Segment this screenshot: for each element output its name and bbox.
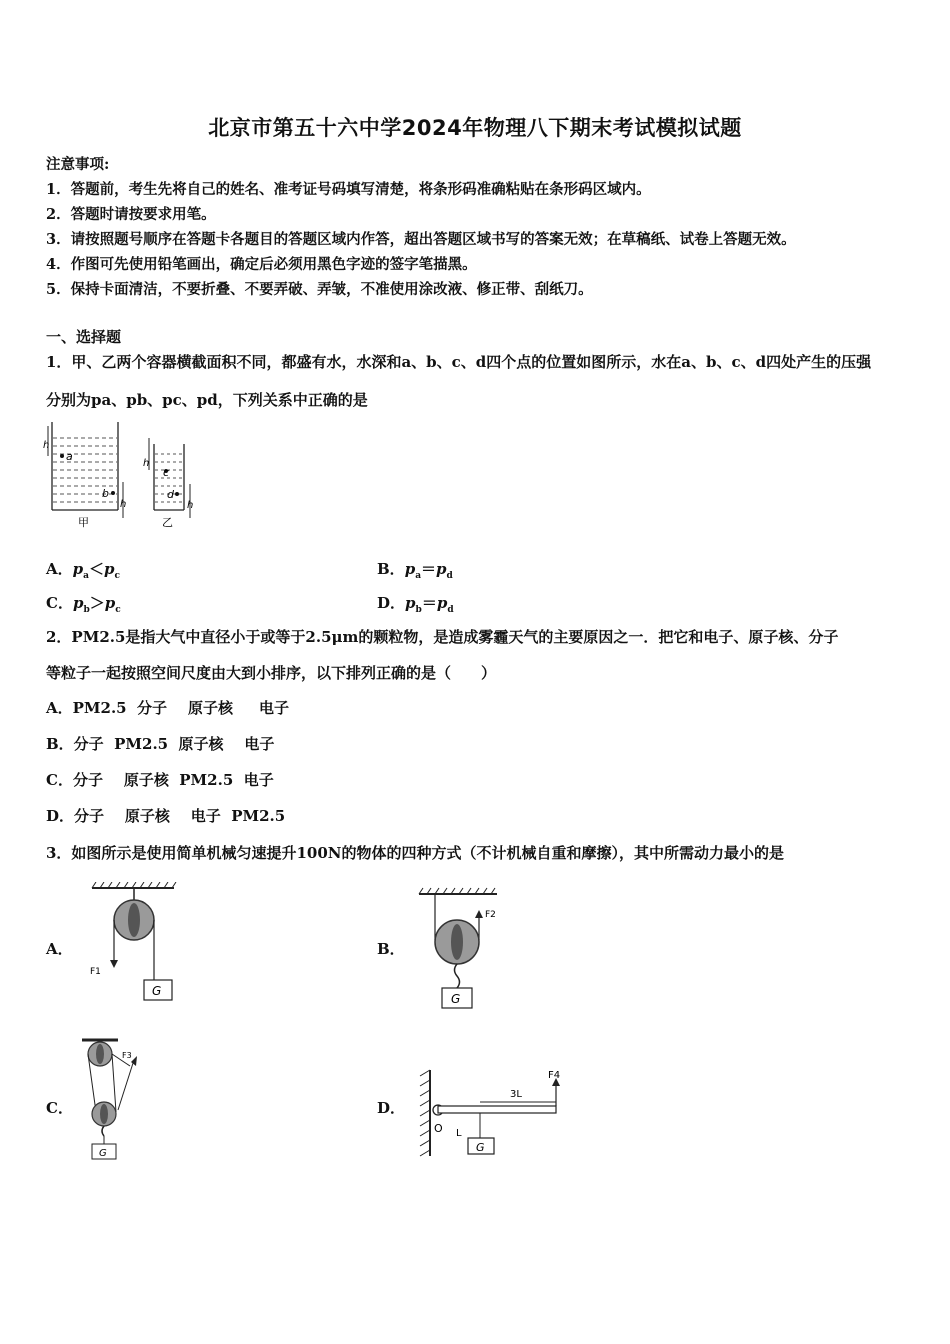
label-yi: 乙 [162, 516, 173, 529]
page-title: 北京市第五十六中学2024年物理八下期末考试模拟试题 [208, 116, 742, 140]
label-d: d [167, 488, 174, 501]
label-h-c: h [143, 458, 150, 469]
q1-stem-line2: 分别为pa、pb、pc、pd，下列关系中正确的是 [46, 391, 368, 409]
label-G-b: G [451, 992, 461, 1006]
notice-item-1: 1．答题前，考生先将自己的姓名、准考证号码填写清楚，将条形码准确粘贴在条形码区域内。 [46, 181, 651, 198]
q2-option-b[interactable]: B．分子 PM2.5 原子核 电子 [46, 735, 275, 753]
notice-item-2: 2．答题时请按要求用笔。 [46, 206, 216, 223]
q3-option-b-label[interactable]: B． [377, 940, 405, 958]
label-F2: F2 [485, 910, 496, 920]
label-h-left: h [43, 440, 50, 451]
arrow-down-icon [110, 960, 118, 968]
label-3L: 3L [510, 1089, 522, 1100]
label-L: L [456, 1128, 462, 1139]
q3-fixed-pulley-figure [82, 882, 182, 1006]
q2-stem-line2: 等粒子一起按照空间尺度由大到小排序，以下排列正确的是（ ） [46, 664, 497, 682]
q1-option-a[interactable]: A．$p_a<p_c$ [46, 560, 120, 581]
q3-pulley-block-figure [78, 1036, 148, 1164]
label-G-a: G [152, 984, 162, 998]
q2-option-c[interactable]: C．分子 原子核 PM2.5 电子 [46, 771, 274, 789]
q3-movable-pulley-figure [415, 884, 515, 1010]
label-h-b: h [120, 499, 127, 510]
label-G-d: G [476, 1141, 485, 1154]
notice-heading: 注意事项: [46, 156, 110, 173]
q2-stem-line1: 2．PM2.5是指大气中直径小于或等于2.5μm的颗粒物，是造成雾霾天气的主要原因之一．把它和电子、原子核、分子 [46, 628, 839, 646]
lever-bar [438, 1106, 556, 1113]
notice-item-5: 5．保持卡面清洁，不要折叠、不要弄破、弄皱，不准使用涂改液、修正带、刮纸刀。 [46, 281, 593, 298]
q2-option-a[interactable]: A．PM2.5 分子 原子核 电子 [46, 699, 290, 717]
point-d [175, 492, 179, 496]
label-a: a [66, 450, 73, 463]
point-b [111, 491, 115, 495]
notice-item-4: 4．作图可先使用铅笔画出，确定后必须用黑色字迹的签字笔描黑。 [46, 256, 477, 273]
q1-stem-line1: 1．甲、乙两个容器横截面积不同，都盛有水，水深和a、b、c、d四个点的位置如图所示，水在a、b、c、d四处产生的压强 [46, 353, 872, 371]
section-heading: 一、选择题 [46, 328, 122, 346]
label-jia: 甲 [78, 516, 89, 529]
label-O: O [434, 1122, 443, 1135]
arrow-up-icon [475, 910, 483, 918]
q3-option-c-label[interactable]: C． [46, 1099, 73, 1117]
label-b: b [102, 487, 109, 500]
hook-icon [102, 1126, 104, 1136]
label-F1: F1 [90, 967, 101, 977]
label-c: c [163, 466, 170, 479]
q1-option-c[interactable]: C．$p_b>p_c$ [46, 594, 121, 615]
q1-option-d[interactable]: D．$p_b=p_d$ [377, 594, 454, 615]
hook-icon [455, 964, 460, 988]
notice-item-3: 3．请按照题号顺序在答题卡各题目的答题区域内作答，超出答题区域书写的答案无效；在草稿纸、试卷上答题无效。 [46, 231, 796, 248]
q3-lever-figure [414, 1066, 574, 1160]
label-G-c: G [99, 1148, 107, 1159]
point-a [60, 454, 64, 458]
q3-option-a-label[interactable]: A． [46, 940, 73, 958]
label-F4: F4 [548, 1070, 561, 1081]
q3-option-d-label[interactable]: D． [377, 1099, 406, 1117]
arrow-up-icon [131, 1056, 137, 1066]
q2-option-d[interactable]: D．分子 原子核 电子 PM2.5 [46, 807, 286, 825]
label-F3: F3 [122, 1051, 132, 1060]
q3-stem: 3．如图所示是使用简单机械匀速提升100N的物体的四种方式（不计机械自重和摩擦），其中所需动力最小的是 [46, 844, 784, 862]
q1-option-b[interactable]: B．$p_a=p_d$ [377, 560, 453, 581]
label-h-d: h [187, 500, 194, 511]
q1-container-figure [40, 418, 210, 532]
